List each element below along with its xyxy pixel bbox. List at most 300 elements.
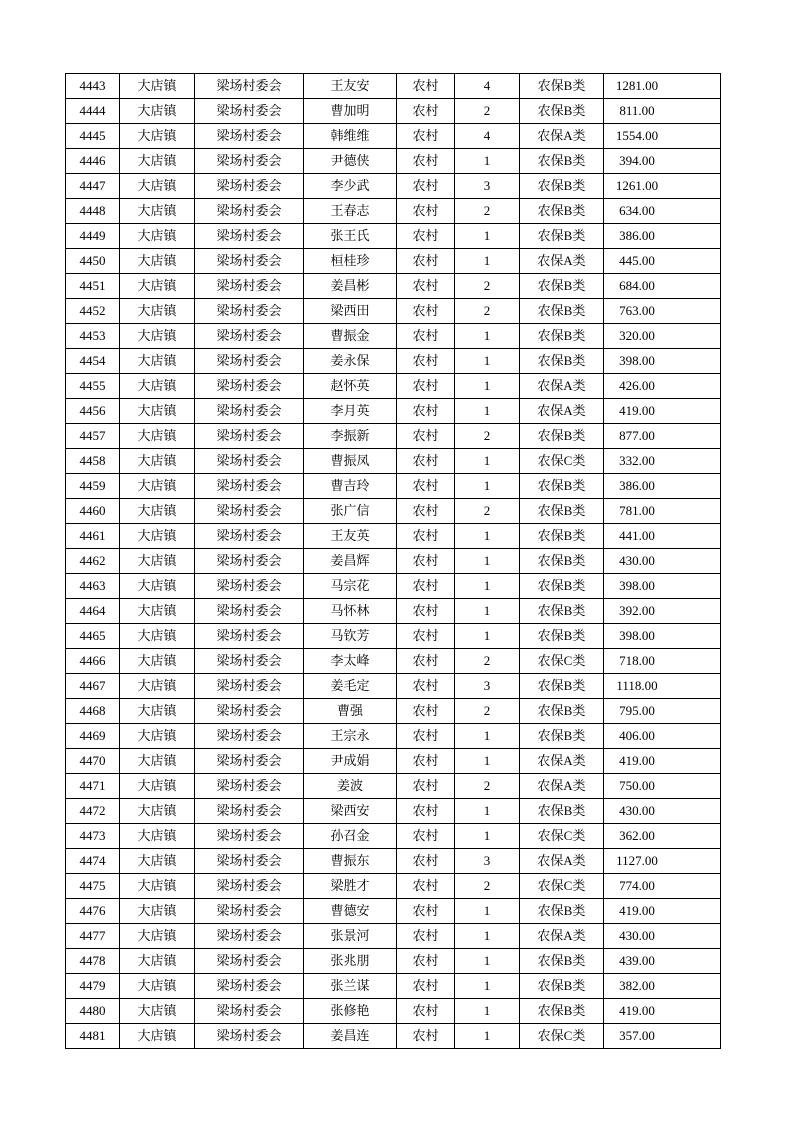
table-row (66, 349, 721, 374)
cell-serial: 4455 (66, 374, 120, 399)
cell-serial: 4464 (66, 599, 120, 624)
cell-amount: 1118.00 (604, 674, 721, 699)
cell-name: 韩维维 (304, 124, 397, 149)
cell-village: 梁场村委会 (195, 349, 304, 374)
cell-town: 大店镇 (120, 99, 195, 124)
cell-amount: 419.00 (604, 999, 721, 1024)
cell-name: 梁西安 (304, 799, 397, 824)
cell-residence: 农村 (397, 324, 455, 349)
cell-insurance: 农保A类 (520, 849, 604, 874)
cell-town: 大店镇 (120, 374, 195, 399)
cell-residence: 农村 (397, 624, 455, 649)
cell-count: 2 (455, 649, 520, 674)
cell-amount: 357.00 (604, 1024, 721, 1049)
cell-village: 梁场村委会 (195, 524, 304, 549)
cell-town: 大店镇 (120, 774, 195, 799)
insurance-roster-table (65, 73, 721, 1049)
cell-amount: 394.00 (604, 149, 721, 174)
cell-village: 梁场村委会 (195, 474, 304, 499)
cell-village: 梁场村委会 (195, 174, 304, 199)
cell-town: 大店镇 (120, 424, 195, 449)
cell-town: 大店镇 (120, 824, 195, 849)
cell-name: 马宗花 (304, 574, 397, 599)
cell-residence: 农村 (397, 849, 455, 874)
table-sheet (65, 73, 721, 1049)
cell-village: 梁场村委会 (195, 799, 304, 824)
table-row (66, 1024, 721, 1049)
cell-count: 1 (455, 799, 520, 824)
cell-residence: 农村 (397, 899, 455, 924)
cell-count: 1 (455, 949, 520, 974)
table-row (66, 824, 721, 849)
cell-serial: 4462 (66, 549, 120, 574)
cell-town: 大店镇 (120, 349, 195, 374)
cell-town: 大店镇 (120, 524, 195, 549)
cell-village: 梁场村委会 (195, 874, 304, 899)
cell-amount: 811.00 (604, 99, 721, 124)
cell-village: 梁场村委会 (195, 849, 304, 874)
table-row (66, 899, 721, 924)
table-row (66, 324, 721, 349)
cell-insurance: 农保A类 (520, 374, 604, 399)
cell-count: 4 (455, 74, 520, 99)
table-row (66, 874, 721, 899)
cell-residence: 农村 (397, 724, 455, 749)
cell-village: 梁场村委会 (195, 249, 304, 274)
cell-serial: 4449 (66, 224, 120, 249)
cell-count: 4 (455, 124, 520, 149)
cell-town: 大店镇 (120, 399, 195, 424)
cell-residence: 农村 (397, 674, 455, 699)
cell-name: 曹振东 (304, 849, 397, 874)
cell-name: 赵怀英 (304, 374, 397, 399)
cell-town: 大店镇 (120, 724, 195, 749)
cell-village: 梁场村委会 (195, 724, 304, 749)
cell-village: 梁场村委会 (195, 99, 304, 124)
cell-name: 张景河 (304, 924, 397, 949)
table-row (66, 649, 721, 674)
cell-town: 大店镇 (120, 124, 195, 149)
cell-amount: 332.00 (604, 449, 721, 474)
cell-amount: 430.00 (604, 799, 721, 824)
cell-name: 曹德安 (304, 899, 397, 924)
cell-town: 大店镇 (120, 999, 195, 1024)
cell-amount: 684.00 (604, 274, 721, 299)
cell-insurance: 农保B类 (520, 999, 604, 1024)
cell-town: 大店镇 (120, 549, 195, 574)
table-body (66, 74, 721, 1049)
cell-residence: 农村 (397, 274, 455, 299)
cell-amount: 1261.00 (604, 174, 721, 199)
cell-serial: 4476 (66, 899, 120, 924)
cell-count: 1 (455, 624, 520, 649)
cell-village: 梁场村委会 (195, 149, 304, 174)
table-row (66, 224, 721, 249)
cell-serial: 4456 (66, 399, 120, 424)
cell-residence: 农村 (397, 374, 455, 399)
cell-count: 1 (455, 974, 520, 999)
cell-village: 梁场村委会 (195, 924, 304, 949)
cell-village: 梁场村委会 (195, 899, 304, 924)
cell-count: 1 (455, 374, 520, 399)
cell-count: 2 (455, 699, 520, 724)
cell-count: 1 (455, 749, 520, 774)
table-row (66, 624, 721, 649)
cell-count: 1 (455, 149, 520, 174)
cell-town: 大店镇 (120, 324, 195, 349)
cell-count: 1 (455, 824, 520, 849)
cell-insurance: 农保B类 (520, 899, 604, 924)
table-row (66, 249, 721, 274)
cell-insurance: 农保B类 (520, 324, 604, 349)
cell-count: 3 (455, 174, 520, 199)
cell-name: 姜毛定 (304, 674, 397, 699)
cell-serial: 4450 (66, 249, 120, 274)
cell-residence: 农村 (397, 774, 455, 799)
cell-count: 1 (455, 899, 520, 924)
cell-amount: 763.00 (604, 299, 721, 324)
cell-insurance: 农保B类 (520, 424, 604, 449)
cell-serial: 4452 (66, 299, 120, 324)
cell-residence: 农村 (397, 874, 455, 899)
cell-name: 姜波 (304, 774, 397, 799)
cell-insurance: 农保A类 (520, 399, 604, 424)
cell-insurance: 农保B类 (520, 724, 604, 749)
cell-residence: 农村 (397, 824, 455, 849)
cell-name: 姜昌连 (304, 1024, 397, 1049)
cell-serial: 4467 (66, 674, 120, 699)
cell-town: 大店镇 (120, 949, 195, 974)
cell-amount: 781.00 (604, 499, 721, 524)
table-row (66, 949, 721, 974)
cell-village: 梁场村委会 (195, 74, 304, 99)
cell-amount: 419.00 (604, 899, 721, 924)
cell-name: 张王氏 (304, 224, 397, 249)
cell-count: 2 (455, 199, 520, 224)
cell-town: 大店镇 (120, 74, 195, 99)
cell-town: 大店镇 (120, 499, 195, 524)
table-row (66, 424, 721, 449)
cell-residence: 农村 (397, 949, 455, 974)
table-row (66, 674, 721, 699)
cell-count: 2 (455, 99, 520, 124)
cell-residence: 农村 (397, 399, 455, 424)
cell-village: 梁场村委会 (195, 749, 304, 774)
cell-amount: 398.00 (604, 349, 721, 374)
cell-name: 曹强 (304, 699, 397, 724)
cell-village: 梁场村委会 (195, 774, 304, 799)
cell-name: 曹加明 (304, 99, 397, 124)
cell-count: 2 (455, 874, 520, 899)
table-row (66, 999, 721, 1024)
cell-town: 大店镇 (120, 799, 195, 824)
cell-amount: 386.00 (604, 474, 721, 499)
cell-village: 梁场村委会 (195, 699, 304, 724)
table-row (66, 449, 721, 474)
cell-name: 梁西田 (304, 299, 397, 324)
cell-residence: 农村 (397, 974, 455, 999)
cell-town: 大店镇 (120, 649, 195, 674)
cell-serial: 4472 (66, 799, 120, 824)
cell-serial: 4463 (66, 574, 120, 599)
cell-serial: 4447 (66, 174, 120, 199)
cell-village: 梁场村委会 (195, 274, 304, 299)
cell-town: 大店镇 (120, 574, 195, 599)
cell-residence: 农村 (397, 1024, 455, 1049)
cell-village: 梁场村委会 (195, 674, 304, 699)
cell-serial: 4443 (66, 74, 120, 99)
table-row (66, 474, 721, 499)
cell-residence: 农村 (397, 74, 455, 99)
cell-insurance: 农保B类 (520, 74, 604, 99)
cell-serial: 4471 (66, 774, 120, 799)
cell-village: 梁场村委会 (195, 424, 304, 449)
cell-serial: 4473 (66, 824, 120, 849)
table-row (66, 549, 721, 574)
cell-residence: 农村 (397, 424, 455, 449)
cell-town: 大店镇 (120, 699, 195, 724)
cell-residence: 农村 (397, 574, 455, 599)
cell-amount: 795.00 (604, 699, 721, 724)
cell-name: 曹振金 (304, 324, 397, 349)
cell-insurance: 农保A类 (520, 749, 604, 774)
cell-town: 大店镇 (120, 899, 195, 924)
cell-insurance: 农保B类 (520, 474, 604, 499)
cell-count: 1 (455, 249, 520, 274)
table-row (66, 299, 721, 324)
cell-name: 尹德侠 (304, 149, 397, 174)
cell-residence: 农村 (397, 499, 455, 524)
table-row (66, 399, 721, 424)
cell-amount: 634.00 (604, 199, 721, 224)
cell-count: 2 (455, 424, 520, 449)
cell-count: 1 (455, 574, 520, 599)
table-row (66, 174, 721, 199)
cell-count: 1 (455, 474, 520, 499)
cell-village: 梁场村委会 (195, 399, 304, 424)
cell-count: 2 (455, 499, 520, 524)
cell-name: 李振新 (304, 424, 397, 449)
cell-serial: 4457 (66, 424, 120, 449)
cell-name: 李太峰 (304, 649, 397, 674)
cell-serial: 4481 (66, 1024, 120, 1049)
cell-residence: 农村 (397, 124, 455, 149)
table-row (66, 99, 721, 124)
cell-village: 梁场村委会 (195, 649, 304, 674)
cell-name: 张兆朋 (304, 949, 397, 974)
table-row (66, 599, 721, 624)
cell-residence: 农村 (397, 649, 455, 674)
cell-count: 2 (455, 299, 520, 324)
cell-count: 1 (455, 449, 520, 474)
cell-insurance: 农保B类 (520, 574, 604, 599)
cell-village: 梁场村委会 (195, 824, 304, 849)
cell-amount: 419.00 (604, 399, 721, 424)
cell-serial: 4466 (66, 649, 120, 674)
cell-name: 尹成娟 (304, 749, 397, 774)
cell-town: 大店镇 (120, 674, 195, 699)
table-row (66, 124, 721, 149)
cell-amount: 386.00 (604, 224, 721, 249)
cell-serial: 4461 (66, 524, 120, 549)
cell-serial: 4477 (66, 924, 120, 949)
cell-amount: 430.00 (604, 549, 721, 574)
cell-insurance: 农保B类 (520, 549, 604, 574)
cell-count: 1 (455, 224, 520, 249)
cell-amount: 1281.00 (604, 74, 721, 99)
cell-serial: 4446 (66, 149, 120, 174)
cell-residence: 农村 (397, 999, 455, 1024)
cell-village: 梁场村委会 (195, 549, 304, 574)
cell-village: 梁场村委会 (195, 974, 304, 999)
cell-count: 1 (455, 999, 520, 1024)
cell-residence: 农村 (397, 349, 455, 374)
cell-village: 梁场村委会 (195, 324, 304, 349)
cell-count: 3 (455, 674, 520, 699)
cell-name: 李少武 (304, 174, 397, 199)
cell-village: 梁场村委会 (195, 1024, 304, 1049)
cell-count: 1 (455, 349, 520, 374)
cell-town: 大店镇 (120, 924, 195, 949)
cell-serial: 4465 (66, 624, 120, 649)
cell-insurance: 农保B类 (520, 174, 604, 199)
cell-name: 曹吉玲 (304, 474, 397, 499)
cell-serial: 4448 (66, 199, 120, 224)
cell-residence: 农村 (397, 249, 455, 274)
cell-village: 梁场村委会 (195, 199, 304, 224)
cell-residence: 农村 (397, 224, 455, 249)
cell-count: 1 (455, 1024, 520, 1049)
cell-serial: 4479 (66, 974, 120, 999)
cell-village: 梁场村委会 (195, 224, 304, 249)
cell-town: 大店镇 (120, 274, 195, 299)
cell-village: 梁场村委会 (195, 449, 304, 474)
table-row (66, 199, 721, 224)
table-row (66, 499, 721, 524)
cell-name: 王春志 (304, 199, 397, 224)
cell-amount: 441.00 (604, 524, 721, 549)
cell-insurance: 农保A类 (520, 924, 604, 949)
cell-insurance: 农保B类 (520, 274, 604, 299)
cell-amount: 1127.00 (604, 849, 721, 874)
cell-insurance: 农保B类 (520, 524, 604, 549)
cell-count: 1 (455, 399, 520, 424)
cell-insurance: 农保B类 (520, 949, 604, 974)
cell-amount: 426.00 (604, 374, 721, 399)
table-row (66, 699, 721, 724)
cell-insurance: 农保B类 (520, 224, 604, 249)
cell-count: 2 (455, 774, 520, 799)
cell-insurance: 农保A类 (520, 249, 604, 274)
cell-amount: 445.00 (604, 249, 721, 274)
table-row (66, 74, 721, 99)
cell-count: 3 (455, 849, 520, 874)
cell-serial: 4458 (66, 449, 120, 474)
cell-residence: 农村 (397, 549, 455, 574)
cell-town: 大店镇 (120, 974, 195, 999)
cell-count: 1 (455, 924, 520, 949)
cell-amount: 877.00 (604, 424, 721, 449)
cell-insurance: 农保B类 (520, 349, 604, 374)
cell-town: 大店镇 (120, 224, 195, 249)
table-row (66, 749, 721, 774)
cell-amount: 382.00 (604, 974, 721, 999)
cell-residence: 农村 (397, 474, 455, 499)
cell-village: 梁场村委会 (195, 299, 304, 324)
cell-amount: 406.00 (604, 724, 721, 749)
cell-insurance: 农保B类 (520, 799, 604, 824)
cell-count: 1 (455, 724, 520, 749)
cell-insurance: 农保B类 (520, 499, 604, 524)
cell-name: 王友安 (304, 74, 397, 99)
cell-amount: 419.00 (604, 749, 721, 774)
cell-amount: 774.00 (604, 874, 721, 899)
cell-town: 大店镇 (120, 874, 195, 899)
cell-insurance: 农保A类 (520, 124, 604, 149)
cell-serial: 4474 (66, 849, 120, 874)
cell-residence: 农村 (397, 799, 455, 824)
cell-town: 大店镇 (120, 174, 195, 199)
cell-serial: 4445 (66, 124, 120, 149)
cell-amount: 362.00 (604, 824, 721, 849)
cell-count: 1 (455, 599, 520, 624)
table-row (66, 799, 721, 824)
cell-town: 大店镇 (120, 474, 195, 499)
cell-name: 桓桂珍 (304, 249, 397, 274)
cell-serial: 4451 (66, 274, 120, 299)
cell-town: 大店镇 (120, 149, 195, 174)
table-row (66, 924, 721, 949)
cell-village: 梁场村委会 (195, 374, 304, 399)
cell-name: 姜永保 (304, 349, 397, 374)
cell-insurance: 农保C类 (520, 449, 604, 474)
cell-serial: 4459 (66, 474, 120, 499)
cell-insurance: 农保A类 (520, 774, 604, 799)
cell-amount: 430.00 (604, 924, 721, 949)
cell-town: 大店镇 (120, 199, 195, 224)
cell-serial: 4454 (66, 349, 120, 374)
cell-amount: 398.00 (604, 574, 721, 599)
cell-village: 梁场村委会 (195, 499, 304, 524)
table-row (66, 274, 721, 299)
cell-town: 大店镇 (120, 1024, 195, 1049)
cell-name: 姜昌彬 (304, 274, 397, 299)
cell-name: 李月英 (304, 399, 397, 424)
cell-serial: 4469 (66, 724, 120, 749)
cell-amount: 439.00 (604, 949, 721, 974)
cell-insurance: 农保B类 (520, 149, 604, 174)
cell-amount: 392.00 (604, 599, 721, 624)
cell-name: 梁胜才 (304, 874, 397, 899)
cell-town: 大店镇 (120, 449, 195, 474)
cell-name: 马钦芳 (304, 624, 397, 649)
cell-residence: 农村 (397, 449, 455, 474)
cell-town: 大店镇 (120, 599, 195, 624)
table-row (66, 849, 721, 874)
cell-town: 大店镇 (120, 849, 195, 874)
cell-count: 1 (455, 324, 520, 349)
cell-serial: 4470 (66, 749, 120, 774)
cell-amount: 750.00 (604, 774, 721, 799)
cell-insurance: 农保B类 (520, 974, 604, 999)
cell-count: 1 (455, 524, 520, 549)
cell-count: 1 (455, 549, 520, 574)
cell-name: 曹振凤 (304, 449, 397, 474)
cell-insurance: 农保C类 (520, 874, 604, 899)
cell-serial: 4478 (66, 949, 120, 974)
cell-town: 大店镇 (120, 249, 195, 274)
cell-insurance: 农保B类 (520, 299, 604, 324)
